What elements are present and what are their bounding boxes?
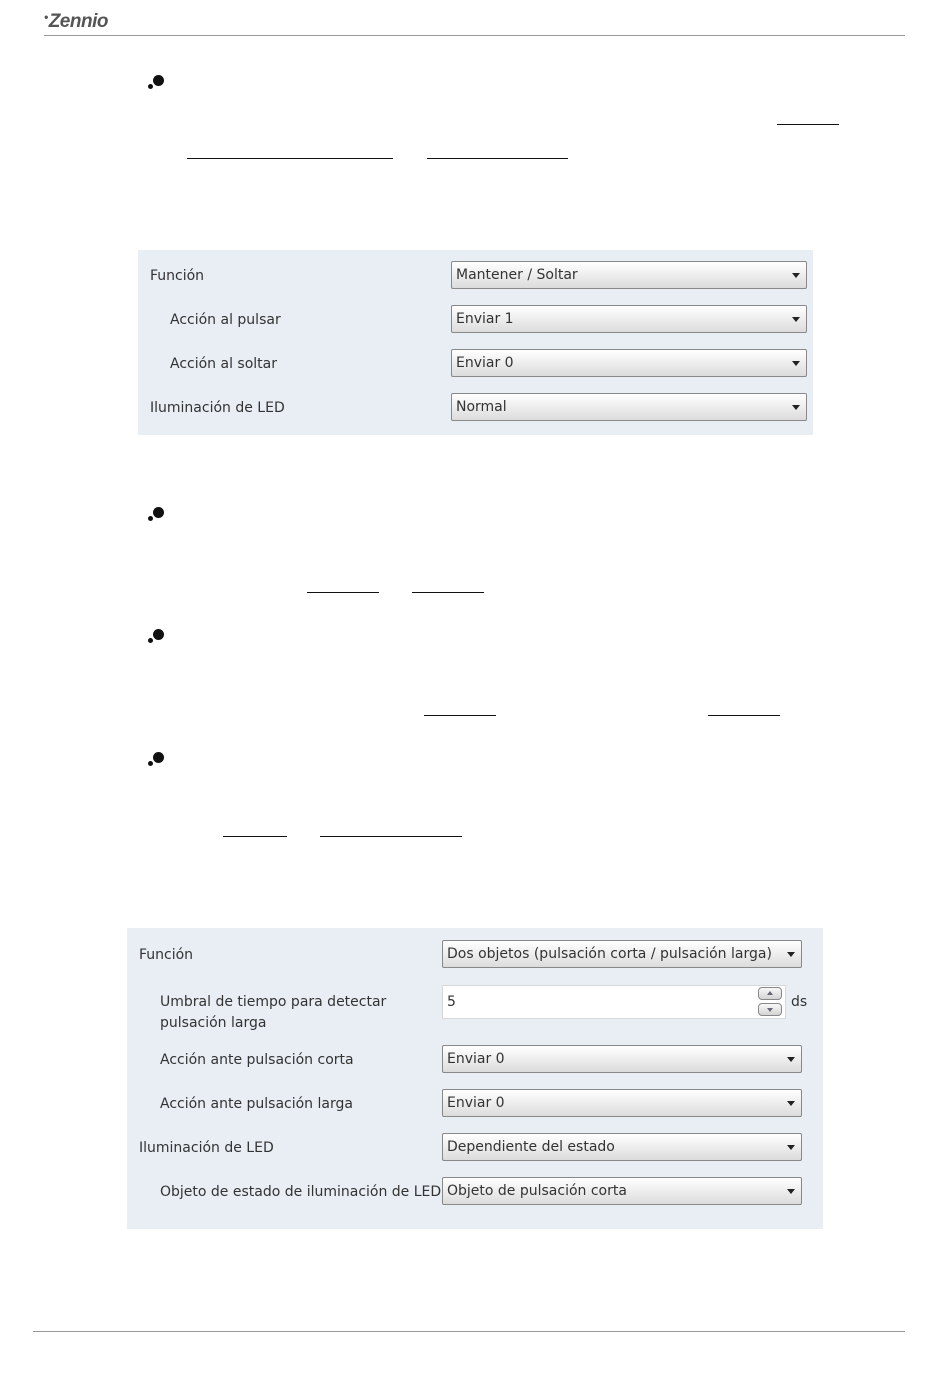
umbral-unit: ds [791,994,808,1010]
underline [777,124,839,125]
parameter-panel-1 [138,250,813,435]
iluminacion-led-label: Iluminación de LED [150,400,285,416]
chevron-down-icon [787,1145,795,1150]
accion-corta-select[interactable] [442,1045,802,1073]
objeto-estado-led-value: Objeto de pulsación corta [447,1183,627,1199]
objeto-estado-led-select[interactable] [442,1177,802,1205]
umbral-label-line2: pulsación larga [160,1015,267,1031]
chevron-down-icon [792,317,800,322]
parameter-panel-2 [127,928,823,1229]
umbral-spinner[interactable] [758,987,782,1017]
bullet-icon [148,752,166,768]
underline [223,836,287,837]
iluminacion-led-select[interactable] [451,393,807,421]
arrow-up-icon [767,991,773,995]
chevron-down-icon [787,1189,795,1194]
accion-larga-select[interactable] [442,1089,802,1117]
funcion-select[interactable] [442,940,802,968]
funcion-value: Mantener / Soltar [456,267,578,283]
bullet-icon [148,629,166,645]
chevron-down-icon [792,405,800,410]
accion-pulsar-label: Acción al pulsar [170,312,281,328]
arrow-down-icon [767,1008,773,1012]
footer-rule [33,1331,905,1332]
accion-corta-value: Enviar 0 [447,1051,505,1067]
underline [320,836,462,837]
umbral-label-line1: Umbral de tiempo para detectar [160,994,387,1010]
accion-corta-label: Acción ante pulsación corta [160,1052,354,1068]
accion-larga-label: Acción ante pulsación larga [160,1096,353,1112]
accion-pulsar-value: Enviar 1 [456,311,514,327]
chevron-down-icon [787,952,795,957]
chevron-down-icon [792,273,800,278]
umbral-input[interactable] [442,985,786,1019]
funcion-label: Función [139,947,194,963]
chevron-down-icon [792,361,800,366]
spin-down-button[interactable] [758,1003,782,1016]
funcion-value: Dos objetos (pulsación corta / pulsación larga) [447,946,772,962]
underline [412,592,484,593]
underline [187,158,393,159]
bullet-icon [148,75,166,91]
chevron-down-icon [787,1101,795,1106]
brand-logo [44,10,108,33]
accion-soltar-select[interactable] [451,349,807,377]
accion-soltar-value: Enviar 0 [456,355,514,371]
bullet-icon [148,507,166,523]
spin-up-button[interactable] [758,987,782,1000]
brand-name: Zennio [48,11,108,32]
iluminacion-led-select[interactable] [442,1133,802,1161]
funcion-label: Función [150,268,205,284]
underline [708,715,780,716]
brand-mark: • [44,10,48,24]
iluminacion-led-label: Iluminación de LED [139,1140,274,1156]
iluminacion-led-value: Dependiente del estado [447,1139,615,1155]
underline [424,715,496,716]
iluminacion-led-value: Normal [456,399,507,415]
umbral-label [160,994,386,1032]
objeto-estado-led-label: Objeto de estado de iluminación de LED [160,1184,442,1200]
funcion-select[interactable] [451,261,807,289]
umbral-value: 5 [447,994,456,1010]
underline [427,158,568,159]
header-rule [44,35,905,36]
underline [307,592,379,593]
accion-soltar-label: Acción al soltar [170,356,277,372]
accion-larga-value: Enviar 0 [447,1095,505,1111]
accion-pulsar-select[interactable] [451,305,807,333]
chevron-down-icon [787,1057,795,1062]
